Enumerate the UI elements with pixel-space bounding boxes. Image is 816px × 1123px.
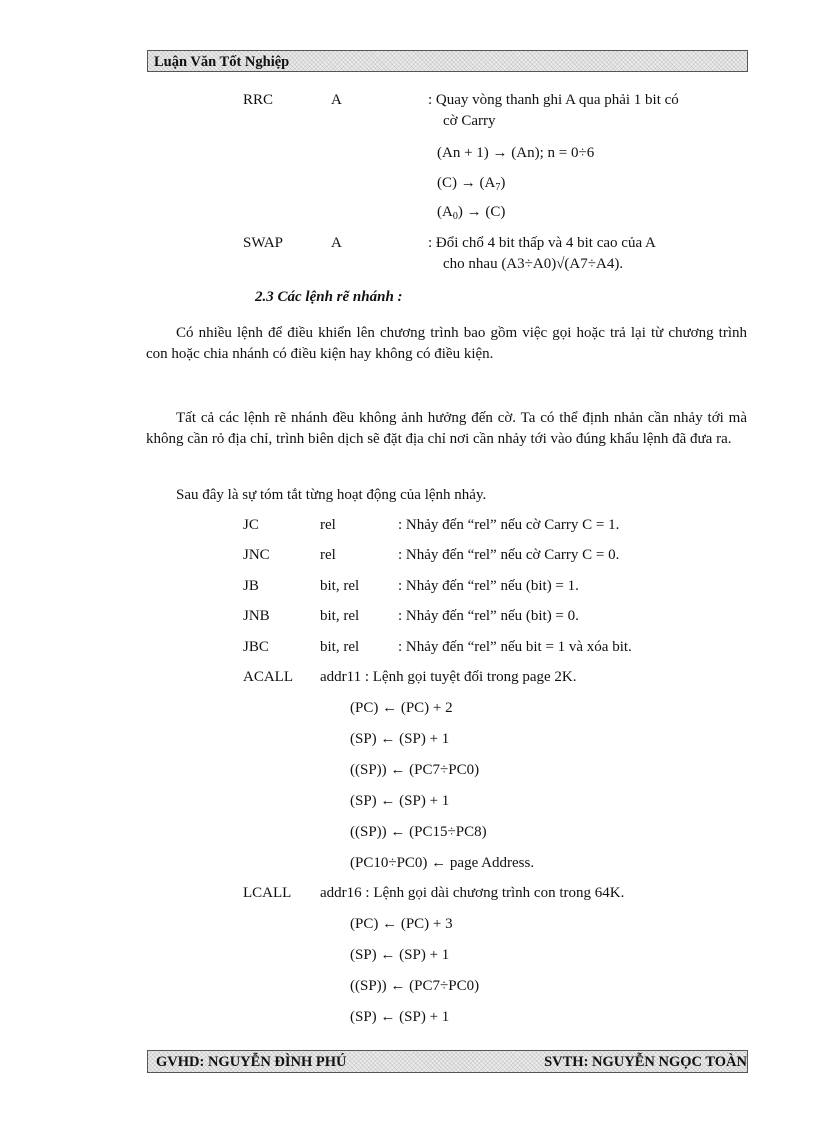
jnc-description: : Nhảy đến “rel” nếu cờ Carry C = 0. xyxy=(398,547,620,563)
acall-op-2: (SP) ← (SP) + 1 xyxy=(350,731,450,747)
rrc-operation-3: $(A_0) \to (C)$ xyxy=(437,204,506,222)
rrc-operand: A xyxy=(331,92,342,108)
paragraph-2: Tất cả các lệnh rẽ nhánh đều không ảnh hưởng đến cờ. Ta có thể định nhản cần nhảy tới mà không cần rỏ địa chỉ, trình biên dịch sẽ đặt địa chỉ nơi cần nhảy tới vào đúng khẩu lệnh đã đưa ra. xyxy=(146,410,747,447)
footer-advisor: GVHD: NGUYỄN ĐÌNH PHÚ xyxy=(156,1054,347,1070)
jbc-operand: bit, rel xyxy=(320,639,360,655)
lcall-op-3: ((SP)) ← (PC7÷PC0) xyxy=(350,978,480,994)
paragraph-1: Có nhiều lệnh để điều khiển lên chương trình bao gồm việc gọi hoặc trả lại từ chương trình con hoặc chia nhánh có điều kiện hay không có điều kiện. xyxy=(146,325,747,362)
rrc-description: : Quay vòng thanh ghi A qua phải 1 bit có xyxy=(428,92,679,108)
acall-mnemonic: ACALL xyxy=(243,669,293,685)
acall-op-6: (PC10÷PC0) ← page Address. xyxy=(350,855,535,871)
paragraph-3: Sau đây là sự tóm tắt từng hoạt động của lệnh nhảy. xyxy=(176,487,487,503)
jb-description: : Nhảy đến “rel” nếu (bit) = 1. xyxy=(398,578,579,594)
rrc-mnemonic: RRC xyxy=(243,92,274,108)
jbc-mnemonic: JBC xyxy=(243,639,269,655)
jnb-description: : Nhảy đến “rel” nếu (bit) = 0. xyxy=(398,608,579,624)
section-heading: 2.3 Các lệnh rẽ nhánh : xyxy=(255,289,403,305)
page-header xyxy=(147,50,748,72)
acall-op-3: ((SP)) ← (PC7÷PC0) xyxy=(350,762,480,778)
rrc-operation-2: $(C) \to (A_7)$ xyxy=(437,175,506,193)
jnc-mnemonic: JNC xyxy=(243,547,270,563)
jnc-operand: rel xyxy=(320,547,336,563)
jb-operand: bit, rel xyxy=(320,578,360,594)
lcall-op-1: (PC) ← (PC) + 3 xyxy=(350,916,453,932)
acall-op-1: (PC) ← (PC) + 2 xyxy=(350,700,453,716)
acall-op-5: ((SP)) ← (PC15÷PC8) xyxy=(350,824,487,840)
swap-description-cont: cho nhau (A3÷A0)√(A7÷A4). xyxy=(443,256,624,272)
page-footer xyxy=(147,1050,748,1073)
jbc-description: : Nhảy đến “rel” nếu bit = 1 và xóa bit. xyxy=(398,639,632,655)
rrc-description-cont: cờ Carry xyxy=(443,113,496,129)
swap-mnemonic: SWAP xyxy=(243,235,284,251)
acall-description: addr11 : Lệnh gọi tuyệt đối trong page 2K. xyxy=(320,669,577,685)
jc-mnemonic: JC xyxy=(243,517,259,533)
header-title: Luận Văn Tốt Nghiệp xyxy=(154,54,290,70)
swap-operand: A xyxy=(331,235,342,251)
jb-mnemonic: JB xyxy=(243,578,259,594)
jnb-mnemonic: JNB xyxy=(243,608,270,624)
lcall-op-4: (SP) ← (SP) + 1 xyxy=(350,1009,450,1025)
lcall-mnemonic: LCALL xyxy=(243,885,292,901)
jc-operand: rel xyxy=(320,517,336,533)
rrc-operation-1: (An + 1) → (An); n = 0÷6 xyxy=(437,145,595,161)
swap-description: : Đổi chổ 4 bit thấp và 4 bit cao của A xyxy=(428,235,656,251)
lcall-description: addr16 : Lệnh gọi dài chương trình con trong 64K. xyxy=(320,885,625,901)
jnb-operand: bit, rel xyxy=(320,608,360,624)
footer-student: SVTH: NGUYỄN NGỌC TOÀN xyxy=(544,1054,747,1070)
jc-description: : Nhảy đến “rel” nếu cờ Carry C = 1. xyxy=(398,517,620,533)
acall-op-4: (SP) ← (SP) + 1 xyxy=(350,793,450,809)
lcall-op-2: (SP) ← (SP) + 1 xyxy=(350,947,450,963)
